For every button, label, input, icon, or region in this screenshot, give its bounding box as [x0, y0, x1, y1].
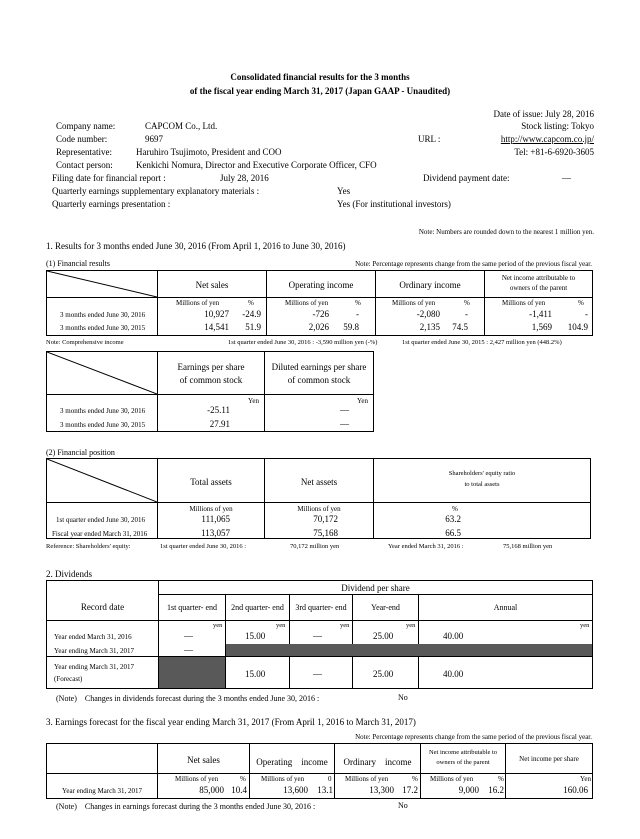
forecast-col-net-income: Net income attributable to — [428, 749, 498, 756]
code-number-label: Code number: — [56, 134, 108, 144]
forecast-table-border — [46, 743, 47, 799]
company-name: CAPCOM Co., Ltd. — [145, 121, 218, 131]
cell-value: - — [585, 309, 588, 319]
col-net-income-2: owners of the parent — [509, 284, 568, 292]
div-table-border — [46, 620, 593, 621]
cell-value: 16.2 — [488, 785, 504, 795]
forecast-table-border — [505, 743, 506, 799]
table1-header-border — [46, 297, 593, 298]
cell-value: 10,927 — [204, 309, 229, 319]
row-label: Year ending March 31, 2017 — [54, 647, 134, 655]
shaded-cell — [226, 644, 592, 656]
comp-income-note: Note: Comprehensive income — [46, 339, 124, 346]
cell-value: 15.00 — [245, 669, 266, 679]
dividend-per-share-header: Dividend per share — [341, 583, 410, 593]
unit-label: % — [412, 775, 418, 783]
forecast-table-border — [46, 773, 593, 774]
row-label: 3 months ended June 30, 2016 — [60, 311, 146, 319]
forecast-col-ordinary-income: Ordinary income — [343, 757, 412, 767]
unit-label: Millions of yen — [502, 299, 546, 307]
representative-label: Representative: — [56, 147, 112, 157]
cell-value: 13,600 — [283, 785, 308, 795]
unit-label: % — [498, 775, 504, 783]
dividend-payment-label: Dividend payment date: — [423, 173, 510, 183]
unit-label: yen — [213, 622, 223, 629]
unit-label: yen — [406, 622, 416, 629]
forecast-col-net-income: owners of the parent — [436, 759, 490, 766]
cell-value: -24.9 — [242, 309, 261, 319]
section1-heading: 1. Results for 3 months ended June 30, 2016 (From April 1, 2016 to June 30, 2016) — [46, 241, 346, 251]
filing-label: Filing date for financial report : — [52, 173, 166, 183]
shaded-cell — [159, 657, 225, 688]
cell-value: 160.06 — [563, 785, 588, 795]
eps-header: of common stock — [179, 375, 243, 385]
eps-table-border — [46, 394, 373, 395]
div-table-border — [158, 594, 593, 595]
forecast-table-border — [157, 743, 158, 799]
table1-bottom-border — [46, 335, 593, 336]
dividend-payment-value: ― — [562, 173, 571, 183]
cell-value: -726 — [312, 309, 329, 319]
eps-table-diagonal — [47, 352, 157, 394]
cell-value: 104.9 — [567, 322, 588, 332]
cell-value: 40.00 — [443, 631, 464, 641]
diluted-eps-header: Diluted earnings per share — [271, 362, 367, 372]
forecast-col-eps: Net income per share — [519, 755, 579, 763]
cell-value: 63.2 — [445, 514, 461, 524]
eps-header: Earnings per share — [177, 362, 245, 372]
cell-value: 113,057 — [201, 528, 230, 538]
forecast-pct-note: Note: Percentage represents change from the same period of the previous fiscal year. — [355, 733, 592, 741]
div-table-border — [46, 580, 593, 581]
cell-value: 2,026 — [308, 322, 329, 332]
reference-q1-label: 1st quarter ended June 30, 2016 : — [160, 543, 247, 550]
dividends-heading: 2. Dividends — [46, 569, 92, 579]
col-equity-ratio: Shareholders' equity ratio — [448, 470, 516, 477]
col-q2-end: 2nd quarter- end — [231, 603, 284, 612]
reference-q1-value: 70,172 million yen — [290, 543, 340, 550]
unit-label: Millions of yen — [175, 775, 219, 783]
eps-table-border — [373, 351, 374, 432]
unit-label: Millions of yen — [261, 775, 305, 783]
row-label: Year ending March 31, 2017 — [54, 663, 134, 671]
forecast-col-net-sales: Net sales — [187, 755, 220, 765]
col-net-sales: Net sales — [195, 280, 229, 290]
unit-label: Yen — [580, 775, 591, 783]
forecast-note-value: No — [398, 801, 408, 810]
telephone: Tel: +81-6-6920-3605 — [514, 147, 594, 157]
financial-results-heading: (1) Financial results — [46, 259, 110, 268]
col-year-end: Year-end — [371, 603, 400, 612]
record-date-header: Record date — [80, 602, 125, 612]
cell-value: ― — [313, 631, 322, 641]
unit-label: Yen — [357, 397, 368, 405]
unit-label: % — [248, 299, 254, 307]
col-q1-end: 1st quarter- end — [166, 603, 218, 612]
row-label: Year ending March 31, 2017 — [62, 787, 142, 795]
cell-value: 1,569 — [531, 322, 552, 332]
cell-value: 75,168 — [313, 528, 338, 538]
div-table-border — [46, 656, 593, 657]
col-net-assets: Net assets — [300, 477, 338, 487]
unit-label: Millions of yen — [297, 505, 341, 513]
company-name-label: Company name: — [56, 121, 116, 131]
cell-value: ― — [184, 631, 193, 641]
unit-label: yen — [580, 622, 590, 629]
cell-value: ― — [340, 405, 349, 415]
cell-value: 25.00 — [373, 631, 394, 641]
cell-value: 10.4 — [231, 785, 247, 795]
div-table-border — [592, 580, 593, 689]
cell-value: 9,000 — [458, 785, 479, 795]
representative: Haruhiro Tsujimoto, President and COO — [136, 147, 282, 157]
forecast-heading: 3. Earnings forecast for the fiscal year ending March 31, 2017 (From April 1, 2016 to March 31, 2017) — [46, 717, 416, 727]
forecast-table-border — [46, 798, 593, 799]
cell-value: ― — [313, 669, 322, 679]
unit-label: Millions of yen — [345, 775, 389, 783]
unit-label: Millions of yen — [430, 775, 474, 783]
div-table-border — [46, 580, 47, 689]
table1-diagonal — [47, 271, 157, 297]
cell-value: 40.00 — [443, 669, 464, 679]
cell-value: ― — [184, 645, 193, 655]
cell-value: 13.1 — [317, 785, 333, 795]
contact-person: Kenkichi Nomura, Director and Executive Corporate Officer, CFO — [136, 160, 377, 170]
supp-materials-label: Quarterly earnings supplementary explanatory materials : — [52, 186, 260, 196]
cell-value: ― — [340, 419, 349, 429]
cell-value: 2,135 — [419, 322, 440, 332]
row-label: 1st quarter ended June 30, 2016 — [56, 516, 146, 524]
cell-value: 17.2 — [402, 785, 418, 795]
cell-value: 14,541 — [204, 322, 229, 332]
forecast-table-border — [46, 743, 593, 744]
col-q3-end: 3rd quarter- end — [295, 603, 347, 612]
eps-table-border — [46, 431, 373, 432]
rounding-note: Note: Numbers are rounded down to the nearest 1 million yen. — [418, 228, 594, 236]
row-label: 3 months ended June 30, 2016 — [60, 407, 146, 415]
row-label: 3 months ended June 30, 2015 — [60, 421, 146, 429]
diluted-eps-header: of common stock — [287, 375, 351, 385]
date-of-issue: Date of issue: July 28, 2016 — [493, 109, 594, 119]
pct-note: Note: Percentage represents change from the same period of the previous fiscal year. — [355, 260, 592, 268]
col-operating-income: Operating income — [288, 280, 354, 290]
reference-label: Reference: Shareholders' equity: — [46, 543, 131, 550]
reference-fy-value: 75,168 million yen — [503, 543, 553, 550]
col-net-income-1: Net income attributable to — [501, 274, 576, 282]
forecast-note: (Note) Changes in earnings forecast during the 3 months ended June 30, 2016 : — [56, 802, 316, 811]
supp-materials-value: Yes — [337, 186, 351, 196]
col-ordinary-income: Ordinary income — [399, 280, 461, 290]
unit-label: 0 — [328, 775, 332, 783]
filing-date: July 28, 2016 — [220, 173, 269, 183]
cell-value: - — [356, 309, 359, 319]
code-number: 9697 — [145, 134, 163, 144]
cell-value: 13,300 — [369, 785, 394, 795]
forecast-table-border — [249, 743, 250, 799]
cell-value: 51.9 — [245, 322, 261, 332]
forecast-table-border — [592, 743, 593, 799]
comp-income-2016: 1st quarter ended June 30, 2016 : -3,590 million yen (-%) — [228, 339, 378, 346]
cell-value: 27.91 — [209, 419, 230, 429]
unit-label: % — [452, 505, 458, 513]
unit-label: % — [464, 299, 470, 307]
table2-border — [157, 458, 158, 539]
table2-border — [46, 502, 591, 503]
unit-label: Yen — [248, 397, 259, 405]
unit-label: yen — [340, 622, 350, 629]
contact-label: Contact person: — [56, 160, 113, 170]
cell-value: - — [465, 309, 468, 319]
cell-value: -2,080 — [416, 309, 440, 319]
row-label: (Forecast) — [54, 675, 83, 683]
presentation-label: Quarterly earnings presentation : — [52, 199, 171, 209]
dividends-note: (Note) Changes in dividends forecast during the 3 months ended June 30, 2016 : — [56, 694, 320, 703]
unit-label: Millions of yen — [176, 299, 220, 307]
unit-label: Millions of yen — [392, 299, 436, 307]
table2-border — [590, 458, 591, 539]
dividends-note-value: No — [398, 693, 408, 702]
forecast-table-border — [334, 743, 335, 799]
unit-label: % — [240, 775, 246, 783]
table1-right-border — [592, 270, 593, 336]
url-link[interactable]: http://www.capcom.co.jp/ — [500, 134, 594, 144]
url-label: URL : — [418, 134, 441, 144]
row-label: 3 months ended June 30, 2015 — [60, 324, 146, 332]
presentation-value: Yes (For institutional investors) — [337, 199, 451, 209]
table2-diagonal — [47, 459, 157, 502]
forecast-col-operating-income: Operating income — [256, 757, 328, 767]
cell-value: 70,172 — [313, 514, 338, 524]
reference-fy-label: Year ended March 31, 2016 : — [388, 543, 464, 550]
table2-border — [264, 458, 265, 539]
col-equity-ratio: to total assets — [464, 481, 500, 488]
row-label: Year ended March 31, 2016 — [54, 633, 132, 641]
row-label: Fiscal year ended March 31, 2016 — [52, 530, 148, 538]
cell-value: -25.11 — [207, 405, 230, 415]
cell-value: 111,065 — [201, 514, 230, 524]
table2-border — [46, 538, 591, 539]
doc-title-line1: Consolidated financial results for the 3 months — [230, 72, 410, 82]
div-table-border — [46, 688, 593, 689]
unit-label: yen — [276, 622, 286, 629]
cell-value: -1,411 — [529, 309, 552, 319]
unit-label: Millions of yen — [285, 299, 329, 307]
cell-value: 66.5 — [445, 528, 461, 538]
cell-value: 15.00 — [245, 631, 266, 641]
unit-label: % — [578, 299, 584, 307]
financial-position-heading: (2) Financial position — [46, 448, 115, 457]
stock-listing: Stock listing: Tokyo — [521, 121, 594, 131]
comp-income-2015: 1st quarter ended June 30, 2015 : 2,427 million yen (448.2%) — [402, 339, 562, 346]
cell-value: 85,000 — [199, 785, 224, 795]
doc-title-line2: of the fiscal year ending March 31, 2017 (Japan GAAP - Unaudited) — [189, 86, 451, 96]
unit-label: % — [355, 299, 361, 307]
cell-value: 25.00 — [373, 669, 394, 679]
unit-label: Millions of yen — [189, 505, 233, 513]
col-total-assets: Total assets — [190, 477, 232, 487]
cell-value: 59.8 — [343, 322, 359, 332]
cell-value: 74.5 — [452, 322, 468, 332]
col-annual: Annual — [493, 603, 518, 612]
